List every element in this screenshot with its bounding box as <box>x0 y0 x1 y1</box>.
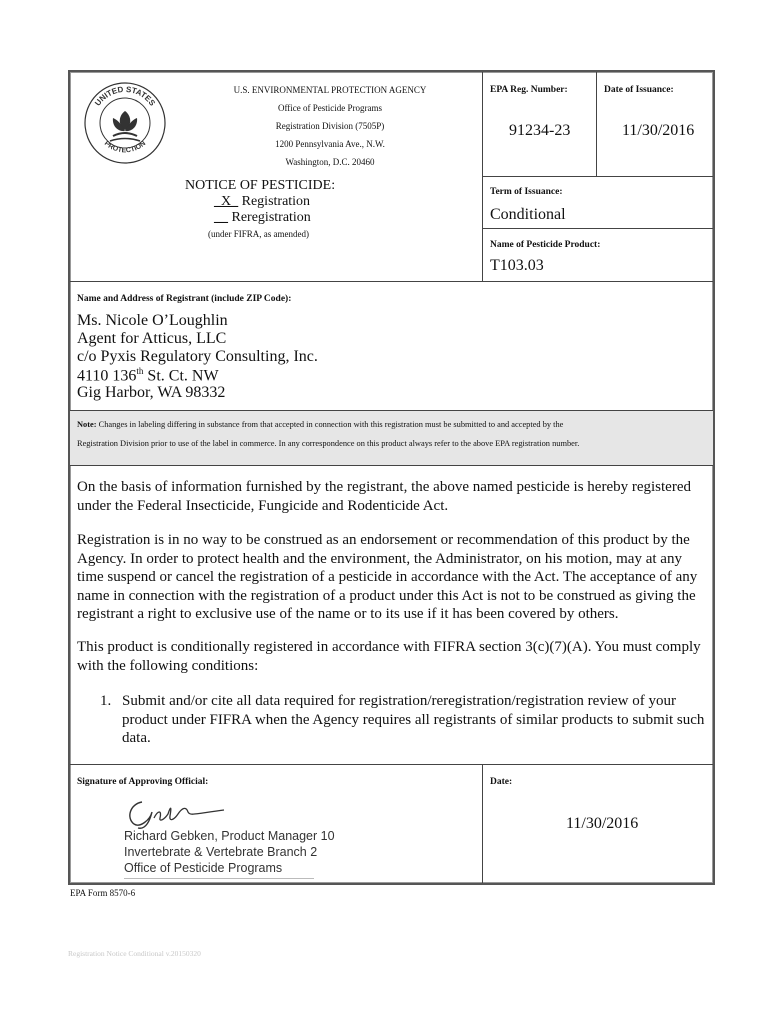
term-value: Conditional <box>490 206 566 223</box>
registrant-line-3: c/o Pyxis Regulatory Consulting, Inc. <box>77 348 318 365</box>
registrant-line-1: Ms. Nicole O’Loughlin <box>77 312 228 329</box>
signature-label: Signature of Approving Official: <box>77 777 209 787</box>
epa-seal-icon <box>80 78 170 168</box>
office-name: Office of Pesticide Programs <box>277 103 383 113</box>
para-3 <box>77 638 701 675</box>
para-1 <box>77 478 691 515</box>
condition-1-line-3: data. <box>122 730 151 746</box>
issuance-date-label: Date of Issuance: <box>604 85 674 95</box>
street-address: 1200 Pennsylvania Ave., N.W. <box>275 139 385 149</box>
condition-item-1 <box>122 692 704 748</box>
para-2-line-4: name in connection with the registration of a product under this Act is not to be construed as giving the <box>77 587 696 604</box>
form-number: EPA Form 8570-6 <box>70 888 136 898</box>
divider-date-box <box>482 764 483 883</box>
street-name: St. Ct. NW <box>143 367 219 385</box>
issuance-date-value: 11/30/2016 <box>622 122 695 139</box>
date-label: Date: <box>490 777 513 787</box>
reregistration-option <box>214 210 311 226</box>
notice-title: NOTICE OF PESTICIDE: <box>185 178 336 193</box>
divider-note-top <box>70 410 713 411</box>
para-2-line-2: Agency. In order to protect health and the environment, the Administrator, on his motion, may at any <box>77 550 682 567</box>
note-background <box>70 410 713 465</box>
registration-label: Registration <box>241 194 311 209</box>
condition-1-line-1: Submit and/or cite all data required for registration/reregistration/registration review of your <box>122 693 676 709</box>
condition-number-1: 1. <box>100 693 112 709</box>
reg-number-value: 91234-23 <box>509 122 571 139</box>
city-address: Washington, D.C. 20460 <box>285 157 375 167</box>
official-name: Richard Gebken, Product Manager 10 <box>124 829 335 843</box>
product-name-label: Name of Pesticide Product: <box>490 240 601 250</box>
para-2-line-1: Registration is in no way to be construed as an endorsement or recommendation of this product by the <box>77 532 690 548</box>
division-name: Registration Division (7505P) <box>275 121 385 131</box>
divider-signature <box>70 764 713 765</box>
para-2-line-5: registrant a right to exclusive use of the name or to its use if it has been covered by others. <box>77 606 619 622</box>
registrant-line-2: Agent for Atticus, LLC <box>77 330 227 347</box>
para-3-line-1: This product is conditionally registered in accordance with FIFRA section 3(c)(7)(A). You must comply <box>77 639 701 655</box>
watermark: Registration Notice Conditional v.20150320 <box>68 949 201 958</box>
svg-text:UNITED STATES: UNITED STATES <box>93 84 157 108</box>
agency-name: U.S. ENVIRONMENTAL PROTECTION AGENCY <box>233 85 427 95</box>
signature-image <box>124 796 234 832</box>
registrant-line-4 <box>77 366 219 385</box>
divider-product <box>482 228 713 229</box>
registrant-line-5: Gig Harbor, WA 98332 <box>77 384 226 401</box>
divider-note-bottom <box>70 465 713 466</box>
divider-date-column <box>596 72 597 176</box>
reregistration-mark: __ <box>214 210 228 225</box>
reg-number-label: EPA Reg. Number: <box>490 85 568 95</box>
para-2 <box>77 531 697 624</box>
note-text-1: Changes in labeling differing in substance from that accepted in connection with this registration must be submitted to and accepted by the <box>96 420 564 429</box>
para-3-line-2: with the following conditions: <box>77 657 259 674</box>
divider-term <box>482 176 713 177</box>
note-line-1 <box>77 420 563 429</box>
date-value: 11/30/2016 <box>566 815 639 832</box>
svg-text:PROTECTION: PROTECTION <box>102 140 148 155</box>
para-1-line-2: under the Federal Insecticide, Fungicide and Rodenticide Act. <box>77 497 449 514</box>
note-line-2: Registration Division prior to use of the label in commerce. In any correspondence on this product always refer to the above EPA registration number. <box>77 439 580 448</box>
registration-mark: _X_ <box>214 194 239 209</box>
signature-underline <box>124 878 314 879</box>
registration-option <box>214 194 310 210</box>
para-1-line-1: On the basis of information furnished by the registrant, the above named pesticide is hereby registered <box>77 479 691 495</box>
official-branch: Invertebrate & Vertebrate Branch 2 <box>124 845 318 859</box>
official-office: Office of Pesticide Programs <box>124 861 283 875</box>
street-number: 4110 136 <box>77 367 137 385</box>
reregistration-label: Reregistration <box>231 210 311 225</box>
fifra-note: (under FIFRA, as amended) <box>208 229 309 239</box>
divider-registrant <box>70 281 713 282</box>
street-ordinal: th <box>136 366 144 376</box>
registrant-label: Name and Address of Registrant (include ZIP Code): <box>77 294 292 304</box>
para-2-line-3: time suspend or cancel the registration of a pesticide in accordance with the Act. The acceptance of any <box>77 569 698 585</box>
note-label: Note: <box>77 420 97 429</box>
term-label: Term of Issuance: <box>490 187 563 197</box>
condition-1-line-2: product under FIFRA when the Agency requires all registrants of similar products to submit such <box>122 711 705 728</box>
product-name-value: T103.03 <box>490 257 544 274</box>
